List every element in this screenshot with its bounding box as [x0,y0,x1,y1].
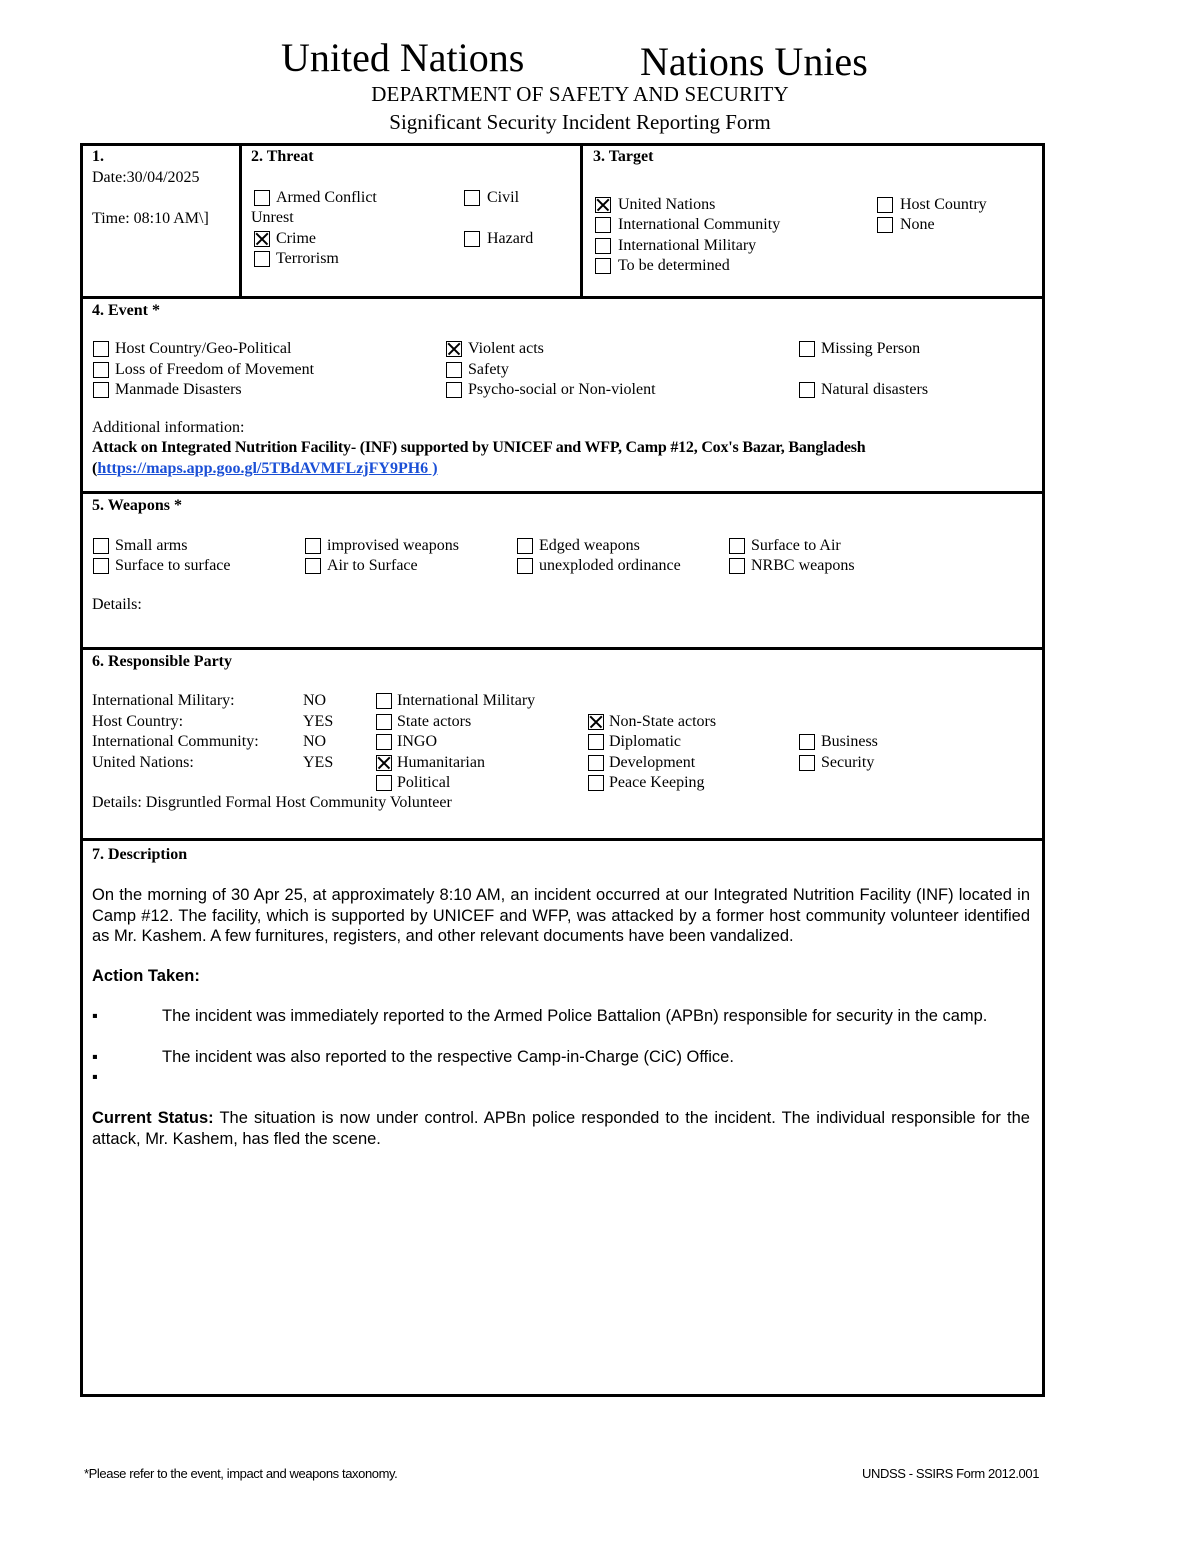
party-intl-community-label: International Community: [92,733,259,750]
threat-unrest-label: Unrest [251,209,294,226]
party-intl-military-label: International Military: [92,692,235,709]
responsible-details: Details: Disgruntled Formal Host Community Volunteer [92,794,452,811]
weapons-details-label: Details: [92,596,142,613]
divider-row-4 [80,838,1045,841]
target-host-country-checkbox[interactable] [877,197,893,213]
link-close-paren: ) [428,460,438,477]
description-title: 7. Description [92,846,188,863]
target-intl-community-label: International Community [618,216,781,233]
divider-row-1 [80,296,1045,299]
party-opt-ingo-checkbox[interactable] [376,734,392,750]
event-freedom-checkbox[interactable] [93,362,109,378]
weapons-small-arms-checkbox[interactable] [93,538,109,554]
target-host-country-label: Host Country [900,196,987,213]
party-opt-state-actors-checkbox[interactable] [376,714,392,730]
target-tbd-checkbox[interactable] [595,258,611,274]
party-opt-intl-military-checkbox[interactable] [376,693,392,709]
party-intl-community-value: NO [303,733,327,750]
form-frame [80,143,1045,1397]
event-psycho-social-checkbox[interactable] [446,382,462,398]
additional-info-text: Attack on Integrated Nutrition Facility- (INF) supported by UNICEF and WFP, Camp #12, Cox's Bazar, Bangladesh [92,439,866,456]
party-opt-state-actors-label: State actors [397,713,472,730]
bullet-symbol: ▪ [92,1068,98,1086]
action-bullet-1 [92,1006,1030,1027]
threat-hazard-label: Hazard [487,230,534,247]
footer-form-id: UNDSS - SSIRS Form 2012.001 [862,1466,1040,1481]
footer-note: *Please refer to the event, impact and weapons taxonomy. [84,1466,398,1481]
bullet-symbol: ▪ [92,1007,98,1025]
event-missing-person-checkbox[interactable] [799,341,815,357]
threat-terrorism-checkbox[interactable] [254,251,270,267]
department-title: DEPARTMENT OF SAFETY AND SECURITY [371,82,789,106]
event-safety-checkbox[interactable] [446,362,462,378]
responsible-title: 6. Responsible Party [92,653,232,670]
weapons-edged-checkbox[interactable] [517,538,533,554]
weapons-air-surface-label: Air to Surface [327,557,418,574]
map-link[interactable]: https://maps.app.goo.gl/5TBdAVMFLzjFY9PH6 [97,460,429,477]
weapons-unexploded-label: unexploded ordinance [539,557,681,574]
party-opt-security-label: Security [821,754,875,771]
target-intl-community-checkbox[interactable] [595,217,611,233]
party-united-nations-value: YES [303,754,334,771]
divider-2-3 [580,143,583,299]
target-united-nations-label: United Nations [618,196,716,213]
weapons-nrbc-checkbox[interactable] [729,558,745,574]
bullet-symbol: ▪ [92,1048,98,1066]
date-value: Date:30/04/2025 [92,169,200,186]
weapons-small-arms-label: Small arms [115,537,188,554]
threat-hazard-checkbox[interactable] [464,231,480,247]
party-opt-political-checkbox[interactable] [376,775,392,791]
current-status [92,1108,1030,1149]
party-opt-non-state-checkbox[interactable] [588,714,604,730]
event-host-country-label: Host Country/Geo-Political [115,340,292,357]
action-bullet-2 [92,1047,1030,1068]
target-none-label: None [900,216,935,233]
additional-info-label: Additional information: [92,419,245,436]
threat-crime-label: Crime [276,230,316,247]
threat-armed-conflict-checkbox[interactable] [254,190,270,206]
party-opt-diplomatic-label: Diplomatic [609,733,681,750]
form-title: Significant Security Incident Reporting Form [389,110,771,134]
weapons-surface-air-label: Surface to Air [751,537,841,554]
party-opt-business-label: Business [821,733,878,750]
target-none-checkbox[interactable] [877,217,893,233]
event-freedom-label: Loss of Freedom of Movement [115,361,315,378]
party-opt-non-state-label: Non-State actors [609,713,717,730]
threat-civil-checkbox[interactable] [464,190,480,206]
divider-row-3 [80,647,1045,650]
party-opt-intl-military-label: International Military [397,692,536,709]
weapons-air-surface-checkbox[interactable] [305,558,321,574]
threat-civil-label: Civil [487,189,520,206]
event-title: 4. Event * [92,302,160,319]
weapons-surface-air-checkbox[interactable] [729,538,745,554]
party-opt-security-checkbox[interactable] [799,755,815,771]
party-intl-military-value: NO [303,692,327,709]
weapons-surface-surface-checkbox[interactable] [93,558,109,574]
link-open-paren: ( [92,460,98,477]
event-manmade-label: Manmade Disasters [115,381,242,398]
party-united-nations-label: United Nations: [92,754,194,771]
divider-1-2 [239,143,242,299]
title-french: Nations Unies [640,39,868,84]
current-status-heading: Current Status: [92,1109,214,1127]
event-natural-disasters-checkbox[interactable] [799,382,815,398]
event-violent-acts-label: Violent acts [468,340,544,357]
weapons-edged-label: Edged weapons [539,537,640,554]
party-opt-ingo-label: INGO [397,733,437,750]
section-1-number: 1. [92,148,104,165]
current-status-text: The situation is now under control. APBn police responded to the incident. The individual responsible for the attack, Mr. Kashem, has fled the scene. [92,1109,1030,1148]
target-intl-military-checkbox[interactable] [595,238,611,254]
event-safety-label: Safety [468,361,509,378]
action-taken-heading: Action Taken: [92,967,200,985]
target-title: 3. Target [593,148,654,165]
party-opt-development-checkbox[interactable] [588,755,604,771]
event-host-country-checkbox[interactable] [93,341,109,357]
party-host-country-value: YES [303,713,334,730]
party-opt-peace-keeping-checkbox[interactable] [588,775,604,791]
target-tbd-label: To be determined [618,257,730,274]
action-bullet-2-text: The incident was also reported to the respective Camp-in-Charge (CiC) Office. [162,1048,734,1066]
weapons-nrbc-label: NRBC weapons [751,557,855,574]
threat-crime-checkbox[interactable] [254,231,270,247]
weapons-unexploded-checkbox[interactable] [517,558,533,574]
party-opt-business-checkbox[interactable] [799,734,815,750]
party-opt-political-label: Political [397,774,451,791]
weapons-title: 5. Weapons * [92,497,182,514]
target-united-nations-checkbox[interactable] [595,197,611,213]
threat-armed-conflict-label: Armed Conflict [276,189,377,206]
divider-row-2 [80,491,1045,494]
action-bullet-1-text: The incident was immediately reported to the Armed Police Battalion (APBn) responsible for security in the camp. [162,1007,988,1025]
event-missing-person-label: Missing Person [821,340,921,357]
party-opt-diplomatic-checkbox[interactable] [588,734,604,750]
event-psycho-social-label: Psycho-social or Non-violent [468,381,656,398]
description-paragraph: On the morning of 30 Apr 25, at approximately 8:10 AM, an incident occurred at our Integrated Nutrition Facility (INF) located in Camp #12. The facility, which is supported by UNICEF and WFP, was attacked by a former host community volunteer identified as Mr. Kashem. A few furnitures, registers, and other relevant documents have been vandalized. [92,886,1030,945]
event-manmade-checkbox[interactable] [93,382,109,398]
party-opt-peace-keeping-label: Peace Keeping [609,774,705,791]
event-violent-acts-checkbox[interactable] [446,341,462,357]
party-host-country-label: Host Country: [92,713,184,730]
threat-terrorism-label: Terrorism [276,250,339,267]
time-value: Time: 08:10 AM\] [92,210,209,227]
map-link-line [92,459,438,480]
threat-title: 2. Threat [251,148,314,165]
event-natural-disasters-label: Natural disasters [821,381,929,398]
weapons-improvised-checkbox[interactable] [305,538,321,554]
party-opt-development-label: Development [609,754,696,771]
party-opt-humanitarian-label: Humanitarian [397,754,485,771]
title-english: United Nations [281,35,525,80]
party-opt-humanitarian-checkbox[interactable] [376,755,392,771]
weapons-surface-surface-label: Surface to surface [115,557,231,574]
weapons-improvised-label: improvised weapons [327,537,459,554]
target-intl-military-label: International Military [618,237,757,254]
